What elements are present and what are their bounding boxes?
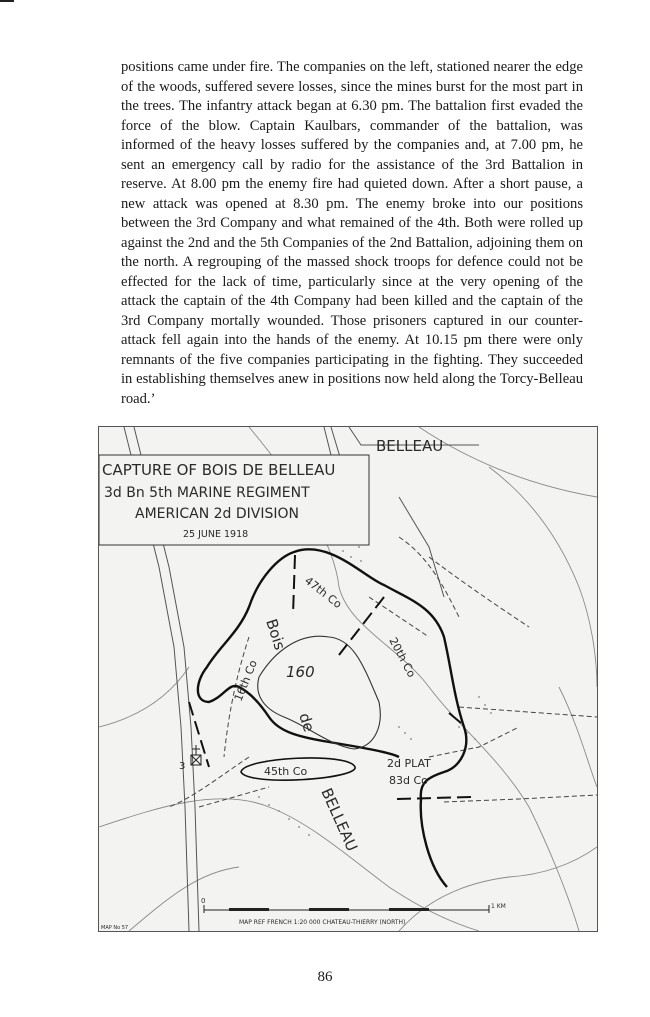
map-title-line2: 3d Bn 5th MARINE REGIMENT: [104, 485, 310, 501]
label-de: de: [295, 710, 319, 735]
contour-160: [258, 636, 381, 749]
map-drawing: [99, 427, 597, 931]
label-2d-plat: 2d PLAT: [387, 757, 431, 770]
page-corner-mark: [0, 0, 14, 2]
label-town-belleau: BELLEAU: [376, 437, 444, 455]
label-47th-co: 47th Co: [302, 574, 345, 611]
label-20th-co: 20th Co: [386, 635, 419, 680]
page-number: 86: [317, 969, 333, 985]
scale-km: 1 KM: [491, 903, 506, 910]
label-45th-co: 45th Co: [264, 765, 308, 778]
map-title-line1: CAPTURE OF BOIS DE BELLEAU: [102, 461, 336, 479]
map-number: MAP No 57: [101, 925, 129, 931]
body-paragraph: positions came under fire. The companies on the left, stationed nearer the edge of the woods, suffered severe losses, since the mines burst for the most part in the trees. The infantry attack began at 6.30 pm. The battalion first evaded the force of the blow. Captain Kaulbars, commander of the battalion, was informed of the heavy losses suffered by the companies and, at 7.00 pm, he sent an emergency call by radio for the assistance of the 3rd Battalion in reserve. At 8.00 pm the enemy fire had quieted down. After a short pause, a new attack was opened at 8.30 pm. The enemy broke into our positions between the 3rd Company and what remained of the 4th. Both were rolled up against the 2nd and the 5th Companies of the 2nd Battalion, adjoining them on the north. A regrouping of the massed shock troops for defence could not be effected for the lack of time, particularly since at the very opening of the attack the captain of the 4th Company had been killed and the captain of the 3rd Company mortally wounded. Those prisoners captured in our counter-attack fell again into the hands of the enemy. At 10.15 pm there were only remnants of the five companies participating in the fighting. They succeeded in establishing themselves anew in positions now held along the Torcy-Belleau road.’: [121, 59, 583, 407]
dashed-paths: [169, 537, 597, 807]
map-reference: MAP REF FRENCH 1:20 000 CHATEAU-THIERRY (NORTH): [239, 919, 406, 926]
label-contour-160: 160: [286, 663, 315, 681]
label-16th-co: 16th Co: [231, 658, 260, 704]
scale-bar: [204, 905, 489, 913]
map-title-line3: AMERICAN 2d DIVISION: [135, 506, 300, 522]
label-marker-3: 3: [179, 761, 186, 772]
map-figure: [98, 426, 598, 932]
label-83d-co: 83d Co: [389, 774, 428, 787]
scale-zero: 0: [201, 897, 206, 905]
label-bois: Bois: [262, 616, 290, 653]
label-belleau-woods: BELLEAU: [317, 785, 362, 855]
map-title-date: 25 JUNE 1918: [183, 529, 249, 540]
